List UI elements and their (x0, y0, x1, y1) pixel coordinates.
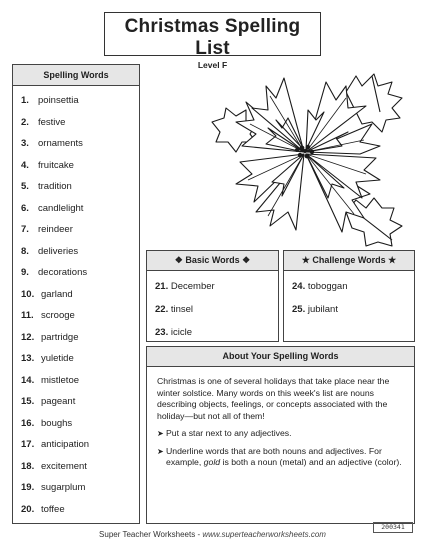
list-item: 24. toboggan (292, 281, 348, 292)
list-item: 17. anticipation (21, 439, 90, 450)
list-item: 15. pageant (21, 396, 76, 407)
list-item: 5. tradition (21, 181, 72, 192)
list-item: 3. ornaments (21, 138, 83, 149)
list-item: ➤ Put a star next to any adjectives. (157, 428, 292, 438)
poinsettia-illustration (196, 62, 414, 248)
list-item: 19. sugarplum (21, 482, 86, 493)
list-item: 22. tinsel (155, 304, 194, 315)
list-item: 9. decorations (21, 267, 88, 278)
about-heading: About Your Spelling Words (147, 347, 414, 367)
basic-words-panel (146, 250, 279, 342)
about-panel (146, 346, 415, 524)
footer: Super Teacher Worksheets - www.superteacherworksheets.com (99, 530, 326, 539)
spelling-words-heading: Spelling Words (13, 65, 139, 86)
arrow-icon: ➤ (157, 429, 164, 438)
list-item: ➤ Underline words that are both nouns and adjectives. For example, gold is both a noun (metal) and an adjective (color). (157, 445, 402, 467)
basic-words-heading: ❖ Basic Words ❖ (147, 251, 278, 271)
arrow-icon: ➤ (157, 446, 164, 456)
list-item: 16. boughs (21, 418, 73, 429)
list-item: 13. yuletide (21, 353, 74, 364)
list-item: 4. fruitcake (21, 160, 74, 171)
list-item: 8. deliveries (21, 246, 79, 257)
list-item: 7. reindeer (21, 224, 73, 235)
challenge-words-heading: ★ Challenge Words ★ (284, 251, 414, 271)
list-item: 14. mistletoe (21, 375, 80, 386)
list-item: 23. icicle (155, 327, 192, 338)
spelling-words-panel (12, 64, 140, 524)
worksheet-code: 200341 (373, 522, 413, 533)
site-link[interactable]: www.superteacherworksheets.com (202, 530, 326, 539)
list-item: 12. partridge (21, 332, 79, 343)
list-item: 2. festive (21, 117, 66, 128)
list-item: 18. excitement (21, 461, 87, 472)
title-box (104, 12, 321, 70)
list-item: 20. toffee (21, 504, 65, 515)
list-item: 11. scrooge (21, 310, 75, 321)
page-title: Christmas Spelling List (124, 16, 301, 59)
list-item: 10. garland (21, 289, 73, 300)
list-item: 1. poinsettia (21, 95, 79, 106)
level-label: Level F (197, 60, 228, 70)
about-paragraph: Christmas is one of several holidays that take place near the winter solstice. Many words on this week's list are nouns describing objects, feelings, or concepts associated with the holiday—but not all of them! (157, 376, 390, 421)
challenge-words-panel (283, 250, 415, 342)
list-item: 25. jubilant (292, 304, 338, 315)
list-item: 6. candlelight (21, 203, 84, 214)
list-item: 21. December (155, 281, 215, 292)
